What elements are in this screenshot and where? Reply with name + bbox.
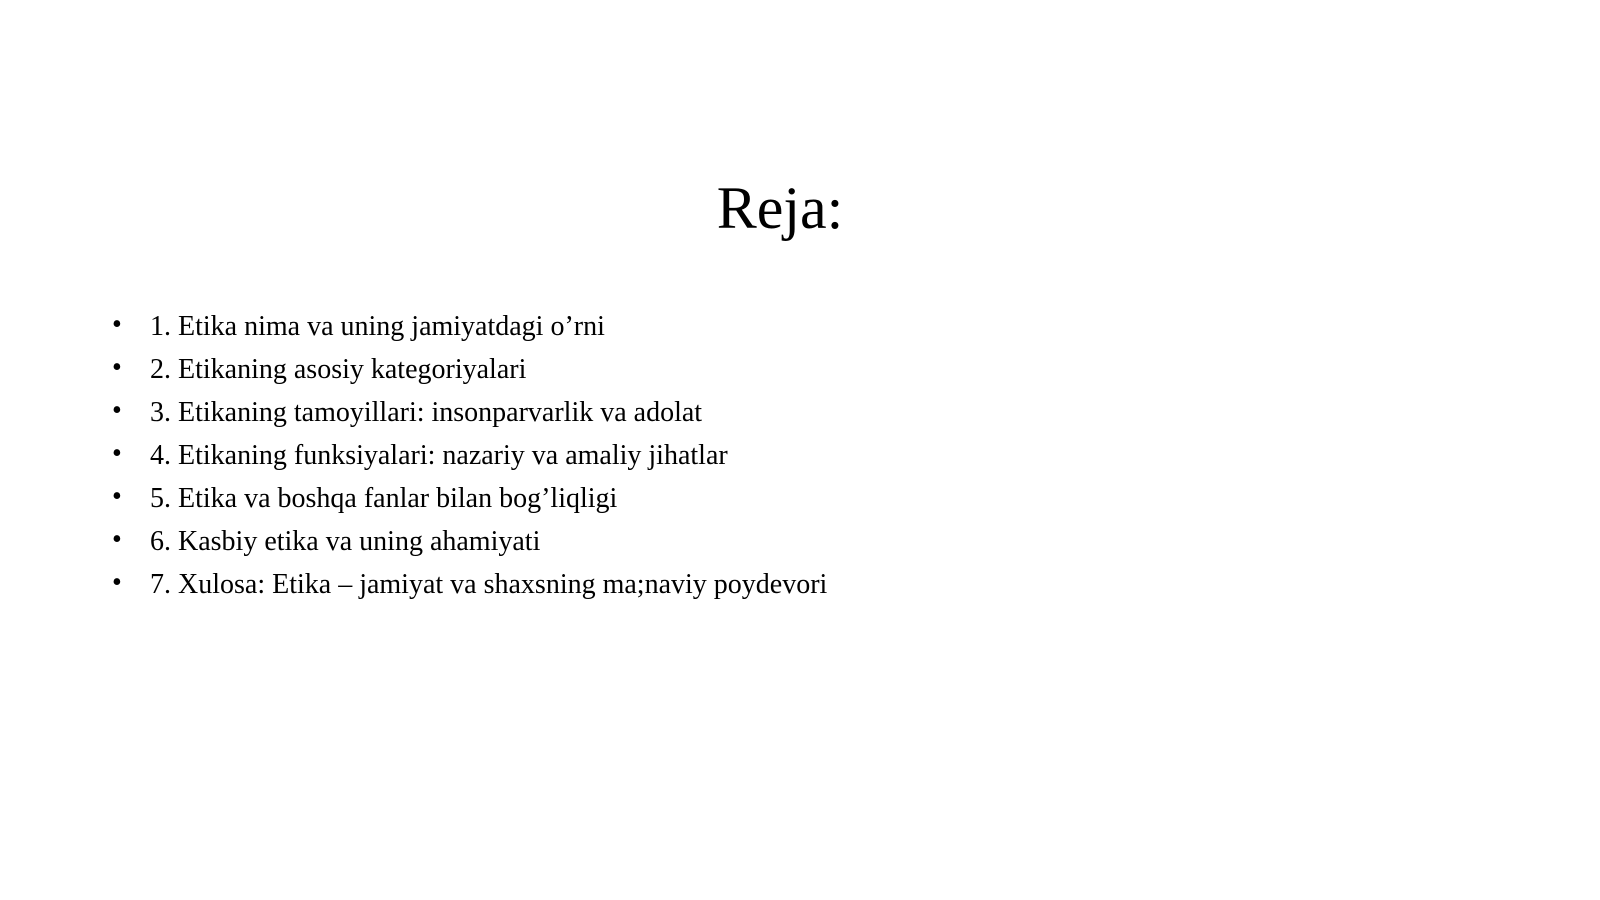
- list-item-text: 4. Etikaning funksiyalari: nazariy va amaliy jihatlar: [150, 440, 728, 471]
- list-item: [112, 477, 827, 520]
- list-item: [112, 305, 827, 348]
- plan-list: [112, 305, 827, 606]
- list-item: [112, 434, 827, 477]
- bullet-icon: •: [112, 567, 122, 598]
- list-item: [112, 563, 827, 606]
- slide-title: Reja:: [716, 175, 844, 241]
- list-item: [112, 391, 827, 434]
- list-item-text: 5. Etika va boshqa fanlar bilan bog’liqligi: [150, 483, 618, 514]
- bullet-icon: •: [112, 309, 122, 340]
- list-item: [112, 348, 827, 391]
- bullet-icon: •: [112, 524, 122, 555]
- bullet-icon: •: [112, 481, 122, 512]
- bullet-icon: •: [112, 352, 122, 383]
- bullet-icon: •: [112, 395, 122, 426]
- list-item-text: 7. Xulosa: Etika – jamiyat va shaxsning ma;naviy poydevori: [150, 569, 828, 600]
- list-item-text: 6. Kasbiy etika va uning ahamiyati: [150, 526, 541, 557]
- list-item-text: 3. Etikaning tamoyillari: insonparvarlik va adolat: [150, 397, 703, 428]
- bullet-icon: •: [112, 438, 122, 469]
- list-item: [112, 520, 827, 563]
- list-item-text: 2. Etikaning asosiy kategoriyalari: [150, 354, 527, 385]
- list-item-text: 1. Etika nima va uning jamiyatdagi o’rni: [150, 311, 605, 342]
